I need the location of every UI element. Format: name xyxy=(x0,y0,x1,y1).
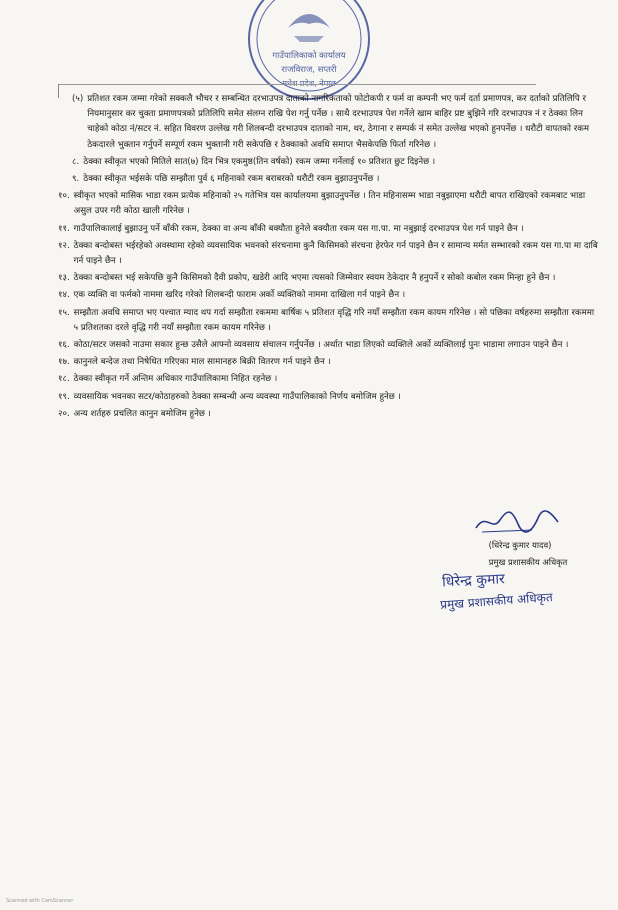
item-number: १८. xyxy=(58,374,70,385)
item-number: ९. xyxy=(72,174,80,185)
frame-line-top xyxy=(58,84,536,85)
scanner-watermark: Scanned with CamScanner xyxy=(6,898,74,904)
item-text: ठेक्का स्वीकृत गर्ने अन्तिम अधिकार गाउँपालिकामा निहित रहनेछ । xyxy=(73,374,278,385)
item-number: ८. xyxy=(72,156,80,167)
item-number: १७. xyxy=(58,357,70,368)
item-text: प्रतिशत रकम जम्मा गरेको सक्कलै भौचर र सम्बन्धित दरभाउपत्र दाताको नागरिकताको फोटोकपी र फर्म वा कम्पनी भए फर्म दर्ता प्रमाणपत्र, कर दर्ताको प्रतिलिपि र नियमानुसार कर चुक्ता प्रमाणपत्रको प्रतिलिपि समेत संलग्न राखि पेश गर्नु पर्नेछ । साथै दरभाउपत्र पेश गर्नेले खाम बाहिर प्रष्ट बुझिने गरि दरभाउपत्र नं र ठेक्का लिन चाहेको कोठा नं/सटर नं. सहित विवरण उल्लेख गरी शिलबन्दी दरभाउपत्र दाताको नाम, थर, ठेगाना र सम्पर्क नं समेत उल्लेख भएको हुनपर्नेछ । धरौटी वापतको रकम ठेकदारले भुक्तान गर्नुपर्ने सम्पूर्ण रकम भुक्तानी गरी सकेपछि र ठेक्काको अवधि समाप्त भैसकेपछि फिर्ता गरिनेछ । xyxy=(87,94,589,150)
handwritten-name-stamp: धिरेन्द्र कुमार xyxy=(441,571,506,591)
item-text: गाउँपालिकालाई बुझाउनु पर्ने बाँकी रकम, ठेक्का वा अन्य बाँकी बक्यौता हुनेले बक्यौता रकम यस गा.पा. मा नबुझाई दरभाउपत्र पेश गर्न पाइने छैन । xyxy=(73,223,524,234)
seal-text-province: मधेश प्रदेश, नेपाल xyxy=(282,79,336,88)
list-item xyxy=(58,239,598,269)
list-item xyxy=(58,155,598,170)
seal-text-office: गाउँपालिकाको कार्यालय xyxy=(272,51,346,61)
item-text: एक व्यक्ति वा फर्मको नाममा खरिद गरेको शिलबन्दी फाराम अर्को व्यक्तिको नाममा दाखिला गर्न पाइने छैन । xyxy=(73,290,406,301)
item-number: (५) xyxy=(72,94,84,104)
list-item xyxy=(58,390,598,405)
item-number: १३. xyxy=(58,273,70,284)
conditions-list xyxy=(58,92,598,424)
list-item xyxy=(58,372,598,387)
item-number: ११. xyxy=(58,223,70,234)
item-number: १९. xyxy=(58,391,70,402)
item-text: अन्य शर्तहरु प्रचलित कानुन बमोजिम हुनेछ । xyxy=(73,408,211,419)
list-item xyxy=(58,271,598,286)
item-text: ठेक्का स्वीकृत भएको मितिले सात(७) दिन भित्र एकमुष्ठ(तिन वर्षको) रकम जम्मा गर्नेलाई १० प्रतिशत छुट दिइनेछ । xyxy=(83,156,436,167)
list-item xyxy=(58,172,598,187)
item-text: कोठा/सटर जसको नाउमा सकार हुन्छ उसैले आफ्नो व्यवसाय संचालन गर्नुपर्नेछ । अर्थात भाडा लिएको व्यक्तिले अर्को व्यक्तिलाई पुनः भाडामा लगाउन पाइने छैन । xyxy=(73,340,569,351)
item-text: कानुनले बन्देज तथा निषेधित गरिएका माल सामानहरु बिक्री वितरण गर्न पाइने छैन । xyxy=(73,357,331,368)
list-item xyxy=(58,92,598,153)
item-text: ठेक्का बन्दोबस्त भईरहेको अवस्थामा रहेको व्यवसायिक भवनको संरचनामा कुनै किसिमको संरचना हेरफेर गर्न पाइने छैन र सामान्य मर्मत सम्भारको रकम यस गा.पा मा दाबि गर्न पाइने छैन । xyxy=(73,240,598,267)
item-number: १६. xyxy=(58,340,70,351)
list-item xyxy=(58,355,598,370)
item-number: १०. xyxy=(58,191,70,202)
list-item xyxy=(58,407,598,422)
signature-mark xyxy=(472,508,562,536)
item-text: ठेक्का स्वीकृत भईसके पछि सम्झौता पुर्व ६ महिनाको रकम बराबरको धरौटी रकम बुझाउनुपर्नेछ । xyxy=(83,174,380,185)
item-text: सम्झौता अवधि समाप्त भए पश्चात म्याद थप गर्दा सम्झौता रकममा बार्षिक ५ प्रतिशत वृद्धि गरि नयाँ सम्झौता रकम कायम गरिनेछ । सो पछिका वर्षहरुमा सम्झौता रकममा ५ प्रतिशतका दरले वृद्धि गरी नयाँ सम्झौता रकम कायम गरिनेछ । xyxy=(73,307,595,333)
item-text: व्यवसायिक भवनका सटर/कोठाहरुको ठेक्का सम्बन्धी अन्य व्यवस्था गाउँपालिकाको निर्णय बमोजिम हुनेछ । xyxy=(73,391,401,402)
item-number: १४. xyxy=(58,290,70,301)
seal-text-location: राजविराज, सप्तरी xyxy=(281,65,337,75)
item-number: २०. xyxy=(58,408,70,419)
item-number: १५. xyxy=(58,307,70,318)
list-item xyxy=(58,338,598,353)
item-number: १२. xyxy=(58,240,70,251)
list-item xyxy=(58,306,598,336)
list-item xyxy=(58,189,598,219)
signatory-title: प्रमुख प्रशासकीय अधिकृत xyxy=(488,557,568,567)
handwritten-title-stamp: प्रमुख प्रशासकीय अधिकृत xyxy=(439,590,554,612)
item-text: ठेक्का बन्दोबस्त भई सकेपछि कुनै किसिमको दैवी प्रकोप, खडेरी आदि भएमा त्यसको जिम्मेवार स्वयम ठेकेदार नै हनुपर्ने र सोको कबोल रकम मिन्हा हुने छैन । xyxy=(73,273,556,284)
item-text: स्वीकृत भएको मासिक भाडा रकम प्रत्येक महिनाको २५ गतेभित्र यस कार्यालयमा बुझाउनुपर्नेछ । तिन महिनासम्म भाडा नबुझाएमा धरौटी बापत राखिएको रकमबाट भाडा असुल उपर गरी कोठा खाली गरिनेछ । xyxy=(73,191,586,217)
signatory-name: (धिरेन्द्र कुमार यादव) xyxy=(488,540,552,550)
office-seal xyxy=(248,0,370,100)
list-item xyxy=(58,288,598,303)
list-item xyxy=(58,222,598,237)
